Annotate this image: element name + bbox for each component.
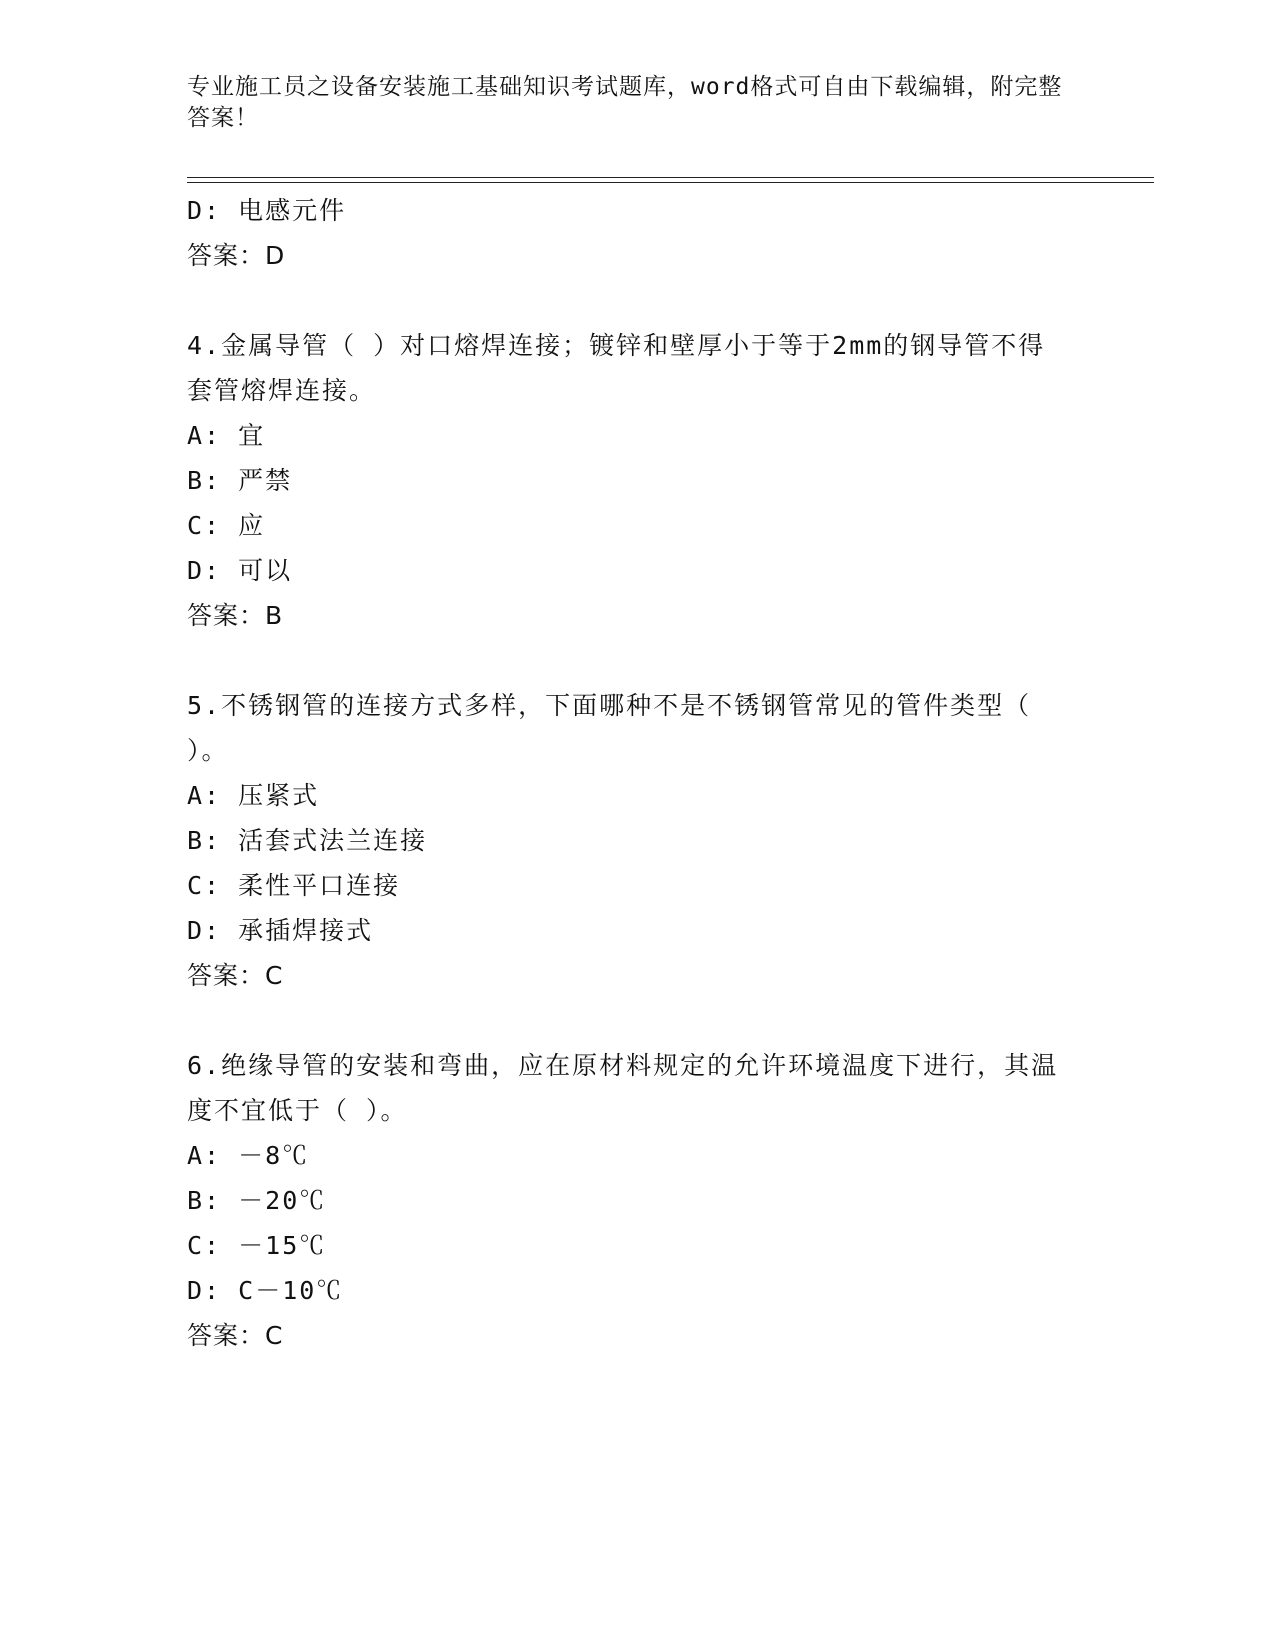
- spacer: [187, 998, 1087, 1043]
- answer: 答案：B: [187, 601, 284, 630]
- option-b: B: 活套式法兰连接: [187, 826, 428, 855]
- document-body: [187, 188, 1087, 1358]
- option-a: A: 压紧式: [187, 781, 320, 810]
- answer: 答案：C: [187, 1321, 284, 1350]
- question-stem: 6.绝缘导管的安装和弯曲，应在原材料规定的允许环境温度下进行，其温度不宜低于（ ）。: [187, 1051, 1059, 1125]
- option-d: D: 承插焊接式: [187, 916, 374, 945]
- option-d: D: 可以: [187, 556, 293, 585]
- option-b: B: －20℃: [187, 1186, 327, 1215]
- option-c: C: 柔性平口连接: [187, 871, 401, 900]
- option-a: A: 宜: [187, 421, 266, 450]
- option-b: B: 严禁: [187, 466, 293, 495]
- document-header: 专业施工员之设备安装施工基础知识考试题库，word格式可自由下载编辑，附完整答案！: [187, 74, 1063, 131]
- header-divider-bottom: [187, 182, 1154, 183]
- spacer: [187, 278, 1087, 323]
- option-d: D: C－10℃: [187, 1276, 344, 1305]
- question-stem: 4.金属导管（ ）对口熔焊连接；镀锌和壁厚小于等于2mm的钢导管不得套管熔焊连接。: [187, 331, 1046, 405]
- answer: 答案：C: [187, 961, 284, 990]
- question-stem: 5.不锈钢管的连接方式多样，下面哪种不是不锈钢管常见的管件类型（ ）。: [187, 691, 1032, 765]
- answer: 答案：D: [187, 241, 286, 270]
- option-c: C: 应: [187, 511, 266, 540]
- option-a: A: －8℃: [187, 1141, 310, 1170]
- option-d: D: 电感元件: [187, 196, 347, 225]
- spacer: [187, 638, 1087, 683]
- header-divider-top: [187, 177, 1154, 178]
- option-c: C: －15℃: [187, 1231, 327, 1260]
